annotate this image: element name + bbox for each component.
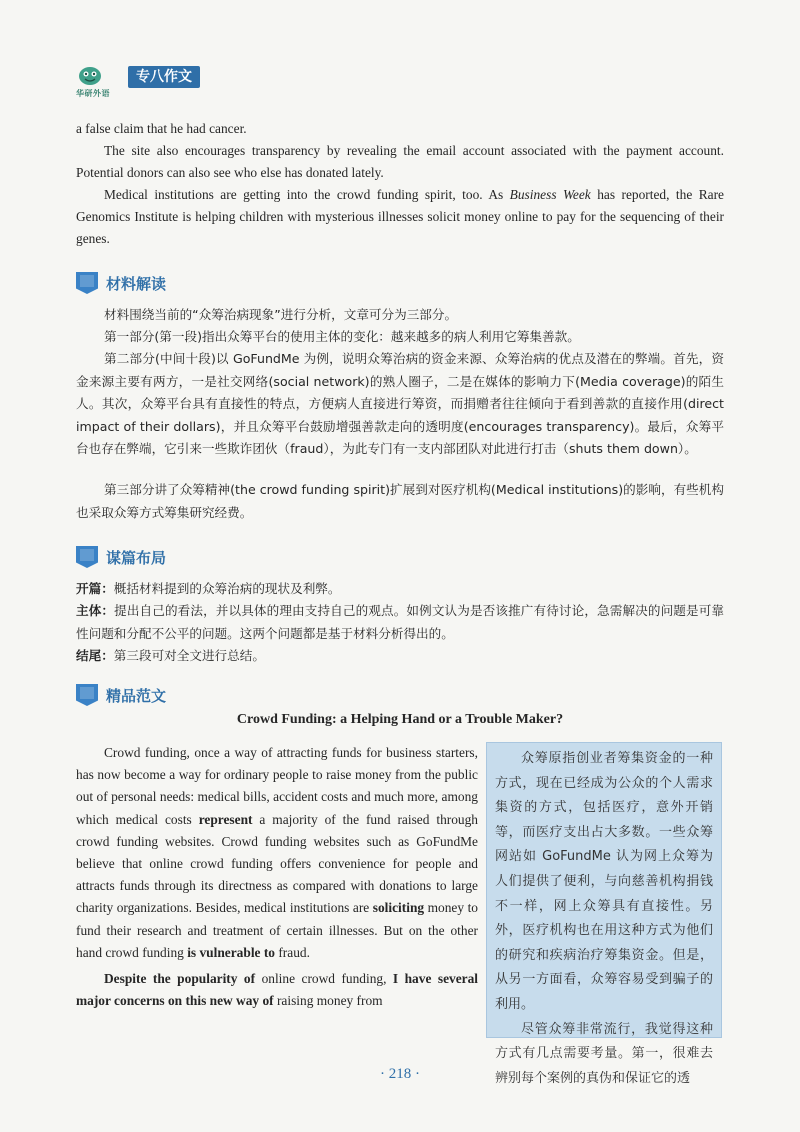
material-p1: 材料围绕当前的“众筹治病现象”进行分析，文章可分为三部分。 xyxy=(104,307,458,322)
material-p2: 第一部分(第一段)指出众筹平台的使用主体的变化：越来越多的病人利用它筹集善款。 xyxy=(104,329,580,344)
intro-p1: a false claim that he had cancer. xyxy=(76,121,247,136)
translation-p1: 众筹原指创业者筹集资金的一种方式，现在已经成为公众的个人需求集资的方式，包括医疗，意外开销等，而医疗支出占大多数。一些众筹网站如 GoFundMe 认为网上众筹为人们提供了便利，与向慈善机构捐钱不一样，网上众筹具有直接性。另外，医疗机构也在用这种方式为他们的研究和疾病治疗筹集资金。但是，从另一方面看，众筹容易受到骗子的利用。 xyxy=(495,751,713,1012)
layout-opening: 开篇：概括材料提到的众筹治病的现状及利弊。 xyxy=(76,581,341,596)
section-title: 谋篇布局 xyxy=(106,549,167,567)
translation-p2: 尽管众筹非常流行，我觉得这种方式有几点需要考量。第一，很难去辨别每个案例的真伪和保证它的透 xyxy=(495,1021,713,1086)
material-p3: 第二部分(中间十段)以 GoFundMe 为例，说明众筹治病的资金来源、众筹治病的优点及潜在的弊端。首先，资金来源主要有两方，一是社交网络(social network)的熟人圈子，二是在媒体的影响力下(Media coverage)的陌生人。其次，众筹平台具有直接性的特点，方便病人直接进行筹资，而捐赠者往往倾向于看到善款的直接作用(direct impact of their dollars)，并且众筹平台鼓励增强善款走向的透明度(encourages transparency)。最后，众筹平台也存在弊端，它引来一些欺诈团伙（fraud），为此专门有一支内部团队对此进行打击（shuts them down）。 xyxy=(76,351,724,456)
header-tag: 专八作文 xyxy=(128,66,200,88)
essay-paragraph-1: Crowd funding, once a way of attracting funds for business starters, has now become a way for ordinary people to raise money from the public out of personal needs: medical bills, accident costs and much more, among which medical costs represent a majority of the fund raised through crowd funding websites. Crowd funding websites such as GoFundMe believe that online crowd funding offers convenience for people and attracts funds through its directness as compared with donations to large charity organizations. Besides, medical institutions are soliciting money to fund their research and treatment of certain illnesses. But on the other hand crowd funding is vulnerable to fraud. xyxy=(76,745,479,960)
intro-p2: The site also encourages transparency by revealing the email account associated with the payment account. Potential donors can also see who else has donated lately. xyxy=(76,143,724,180)
intro-p3: Medical institutions are getting into the crowd funding spirit, too. As Business Week has reported, the Rare Genomics Institute is helping children with mysterious illnesses solicit money online to pay for the sequencing of their genes. xyxy=(76,187,724,246)
layout-ending: 结尾：第三段可对全文进行总结。 xyxy=(76,648,265,663)
page-header xyxy=(76,64,236,98)
page-number: · 218 · xyxy=(380,1066,420,1082)
logo-text: 华研外语 xyxy=(76,89,110,98)
bookmark-icon xyxy=(76,272,98,294)
layout-body: 主体：提出自己的看法，并以具体的理由支持自己的观点。如例文认为是否该推广有待讨论，急需解决的问题是可靠性问题和分配不公平的问题。这两个问题都是基于材料分析得出的。 xyxy=(76,603,725,641)
section-title: 材料解读 xyxy=(106,275,167,293)
bookmark-icon xyxy=(76,546,98,568)
section-title: 精品范文 xyxy=(106,687,167,705)
bookmark-icon xyxy=(76,684,98,706)
essay-body xyxy=(76,742,478,1012)
material-p4: 第三部分讲了众筹精神(the crowd funding spirit)扩展到对医疗机构(Medical institutions)的影响，有些机构也采取众筹方式筹集研究经费。 xyxy=(76,482,724,520)
essay-title: Crowd Funding: a Helping Hand or a Trouble Maker? xyxy=(236,712,564,727)
essay-paragraph-2: Despite the popularity of online crowd funding, I have several major concerns on this new way of raising money from xyxy=(76,971,479,1009)
translation-sidebar xyxy=(486,742,722,1086)
